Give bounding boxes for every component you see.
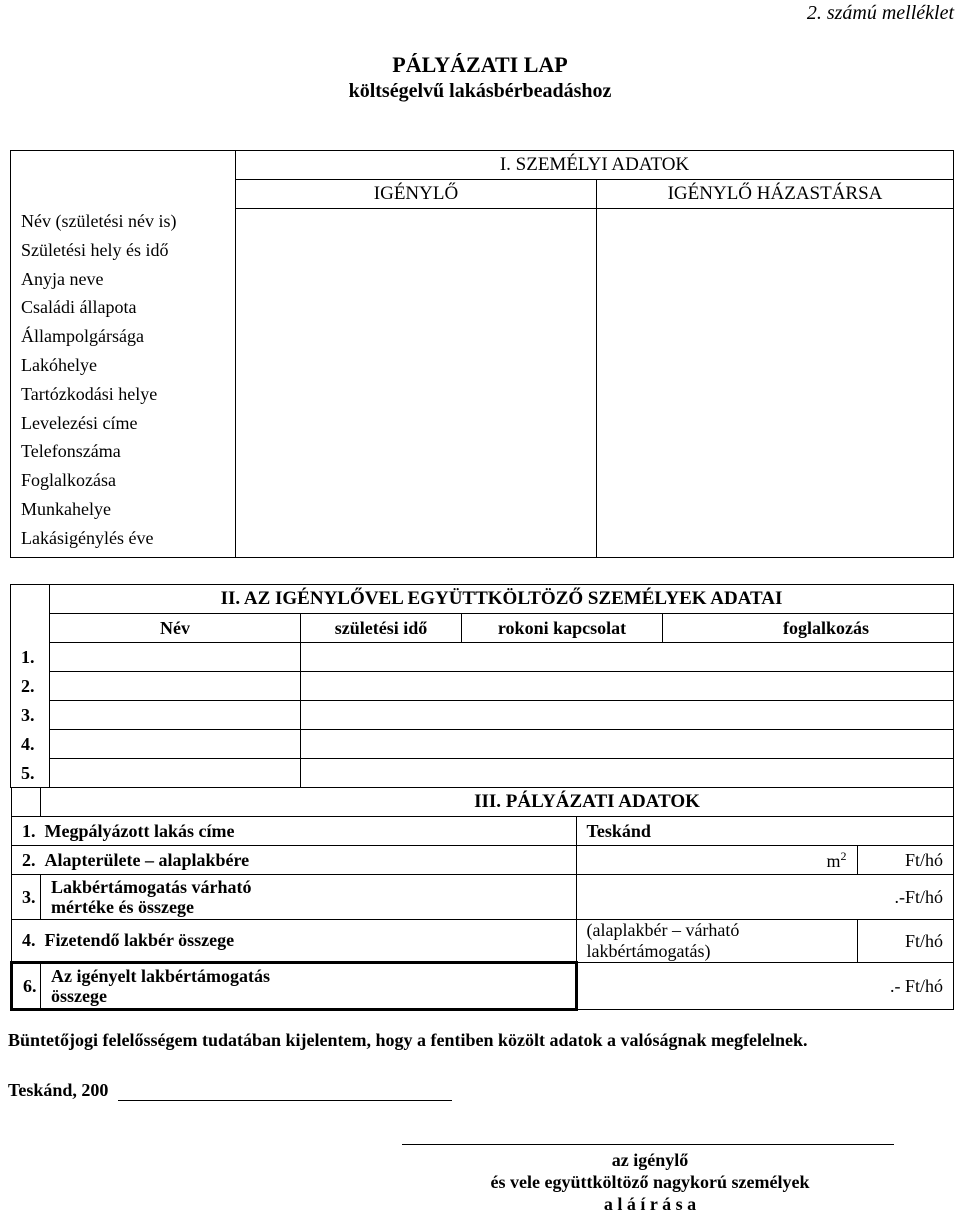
table-row [11,672,954,701]
table-row [11,643,954,672]
row4-label: 4. Fizetendő lakbér összege [12,920,577,963]
row-label-occupation: Foglalkozása [21,470,116,491]
row4-number: 4. [22,930,36,950]
co-residents-table [10,584,954,788]
signature-line[interactable] [402,1144,894,1145]
row-label-stay: Tartózkodási helye [21,383,158,404]
base-rent-field[interactable]: Ft/hó [857,846,954,875]
row-label-residence: Lakóhelye [21,354,97,375]
form-title: PÁLYÁZATI LAP [392,52,568,77]
table-row [11,730,954,759]
details-cell[interactable] [301,701,954,730]
signature-caption-2: és vele együttköltöző nagykorú személyek [490,1172,810,1192]
section3-title: III. PÁLYÁZATI ADATOK [41,788,954,817]
table-row [11,759,954,788]
row-number: 4. [11,730,50,759]
row1-label: 1. Megpályázott lakás címe [12,817,577,846]
row3-number: 3. [12,875,41,920]
row1-value: Teskánd [576,817,954,846]
name-cell[interactable] [50,672,301,701]
row3-label: Lakbértámogatás várható mértéke és összege [41,875,577,920]
name-cell[interactable] [50,643,301,672]
name-cell[interactable] [50,701,301,730]
row-label-mother: Anyja neve [21,268,104,289]
details-cell[interactable] [301,759,954,788]
row-number: 2. [11,672,50,701]
row-label-mail: Levelezési címe [21,412,138,433]
row2-label: 2. Alapterülete – alaplakbére [12,846,577,875]
col-relation: rokoni kapcsolat [462,614,663,643]
row4-formula: (alaplakbér – várható lakbértámogatás) [576,920,857,963]
row-number: 3. [11,701,50,730]
row6-number: 6. [12,963,41,1010]
support-field[interactable]: .-Ft/hó [576,875,954,920]
personal-data-labels [11,151,236,558]
table-row [11,701,954,730]
annex-label: 2. számú melléklet [806,2,954,24]
place-date: Teskánd, 200 [8,1080,109,1100]
row-number: 1. [11,643,50,672]
details-cell[interactable] [301,643,954,672]
application-data-table [10,787,954,1011]
payable-rent-field[interactable]: Ft/hó [857,920,954,963]
signature-caption-3: a l á í r á s a [603,1194,697,1214]
spouse-data-field[interactable] [597,209,954,558]
requested-support-field[interactable]: .- Ft/hó [576,963,954,1010]
col-birth: születési idő [301,614,462,643]
signature-caption-1: az igénylő [611,1150,689,1170]
section2-title: II. AZ IGÉNYLŐVEL EGYÜTTKÖLTÖZŐ SZEMÉLYEK ADATAI [50,585,954,614]
form-subtitle: költségelvű lakásbérbeadáshoz [348,80,612,102]
name-cell[interactable] [50,759,301,788]
date-line[interactable] [118,1100,452,1101]
area-field[interactable]: $m^2$ [576,846,857,875]
row2-number: 2. [22,849,36,870]
row-label-marital: Családi állapota [21,297,137,318]
col-name: Név [50,614,301,643]
row6-label: Az igényelt lakbértámogatás összege [41,963,577,1010]
row-number: 5. [11,759,50,788]
declaration-text: Büntetőjogi felelősségem tudatában kijelentem, hogy a fentiben közölt adatok a valóságnak megfelelnek. [8,1030,808,1050]
row-label-citizenship: Állampolgársága [21,326,144,347]
details-cell[interactable] [301,730,954,759]
row-label-phone: Telefonszáma [21,441,121,462]
personal-data-table [10,150,954,558]
col-occupation: foglalkozás [663,614,954,643]
section1-title: I. SZEMÉLYI ADATOK [236,151,954,180]
name-cell[interactable] [50,730,301,759]
col-applicant: IGÉNYLŐ [236,180,597,209]
row1-number: 1. [22,820,36,841]
row-label-workplace: Munkahelye [21,498,111,519]
col-spouse: IGÉNYLŐ HÁZASTÁRSA [597,180,954,209]
row-label-birth: Születési hely és idő [21,239,169,260]
row-label-claim-year: Lakásigénylés éve [21,527,154,548]
row-label-name: Név (születési név is) [21,211,177,231]
details-cell[interactable] [301,672,954,701]
applicant-data-field[interactable] [236,209,597,558]
